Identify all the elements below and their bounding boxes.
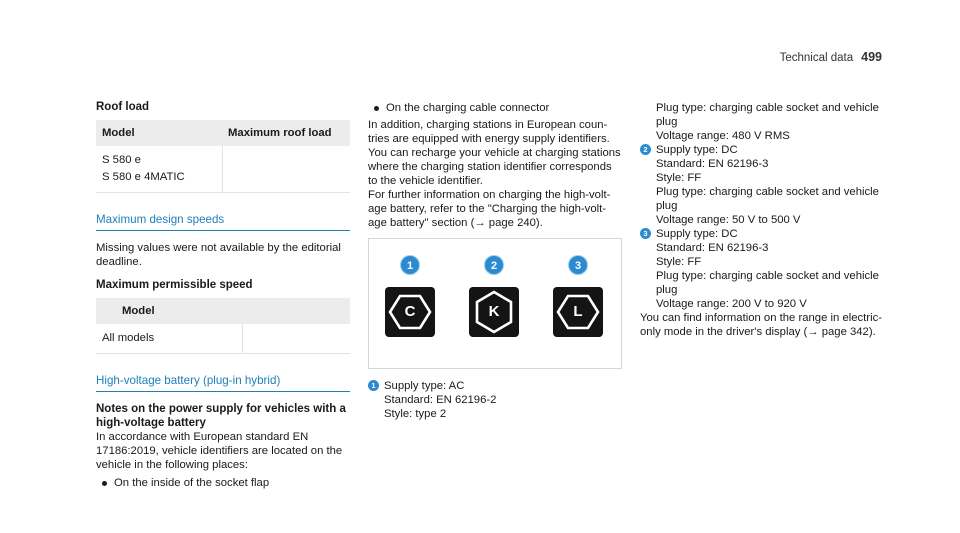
text-line: Plug type: charging cable socket and vehicle [656,186,879,198]
text-line: In addition, charging stations in European coun- [368,119,608,131]
model-name: S 580 e [102,154,141,166]
text-line: Standard: EN 62196-3 [656,158,769,170]
number-badge: 1 [368,380,379,391]
design-speeds-title: Maximum design speeds [96,213,350,231]
text-line: plug [656,200,678,212]
text-line: In accordance with European standard EN [96,431,309,443]
table-row [96,146,350,193]
text-line: Standard: EN 62196-2 [384,394,497,406]
vehicle-identifier-figure [368,238,622,369]
column-3 [640,101,902,343]
legend-item-1 [368,379,622,421]
range-info-text [640,311,902,339]
text-line: 17186:2019, vehicle identifiers are located on the [96,445,343,457]
model-name: S 580 e 4MATIC [102,171,185,183]
circle-hexagon-icon [385,287,435,337]
text-line: deadline. [96,256,142,268]
bullet-icon [374,106,379,111]
text-line: age battery" section (→ page 240). [368,217,543,229]
l-hexagon-icon [553,287,603,337]
text-line: only mode in the driver's display (→ page 342). [640,326,876,338]
text-line: tries are equipped with energy supply identifiers. [368,133,610,145]
text-line: Plug type: charging cable socket and vehicle [656,102,879,114]
page-number: 499 [861,50,882,64]
speed-table-row-label: All models [96,324,242,354]
roof-load-heading: Roof load [96,101,150,113]
text-line: where the charging station identifier corresponds [368,161,612,173]
roof-table-col-max: Maximum roof load [222,120,350,146]
legend-item-1-continued [640,101,902,143]
text-line: plug [656,284,678,296]
text-line: vehicle in the following places: [96,459,248,471]
heading-line: high-voltage battery [96,417,206,429]
roof-table-value [222,146,350,193]
text-line: Plug type: charging cable socket and vehicle [656,270,879,282]
header-section: Technical data [779,52,854,64]
column-1 [96,100,350,492]
text-line: Style: FF [656,172,702,184]
legend-item-3 [640,227,902,311]
text-line: Voltage range: 480 V RMS [656,130,790,142]
bullet-text: On the charging cable connector [386,102,550,114]
text-line: Supply type: DC [656,144,738,156]
legend-item-2 [640,143,902,227]
roof-table-col-model: Model [96,120,222,146]
figure-item-1 [383,255,437,337]
hv-battery-title: High-voltage battery (plug-in hybrid) [96,374,350,392]
text-line: Style: type 2 [384,408,447,420]
column-2 [368,101,622,421]
text-line: Supply type: AC [384,380,465,392]
speed-table [96,298,350,354]
speed-table-value [242,324,350,354]
tile-letter: K [488,303,500,320]
speed-table-col-model: Model [96,298,242,324]
text-line: You can recharge your vehicle at charging stations [368,147,621,159]
text-line: Supply type: DC [656,228,738,240]
table-row [96,324,350,354]
bullet-text: On the inside of the socket flap [114,477,270,489]
permissible-speed-heading: Maximum permissible speed [96,279,253,291]
tile-letter: C [404,303,416,320]
hv-battery-text [96,430,350,472]
k-hexagon-icon [469,287,519,337]
figure-number-badge: 3 [568,255,588,275]
text-line: to the vehicle identifier. [368,175,483,187]
power-supply-heading [96,402,350,430]
design-speeds-text [96,241,350,269]
text-line: Missing values were not available by the editorial [96,242,341,254]
bullet-item [96,476,350,490]
tile-letter: L [573,303,583,320]
text-line: Voltage range: 50 V to 500 V [656,214,801,226]
text-line: plug [656,116,678,128]
heading-line: Notes on the power supply for vehicles with a [96,403,346,415]
bullet-icon [102,481,107,486]
roof-load-table [96,120,350,193]
text-line: Voltage range: 200 V to 920 V [656,298,807,310]
figure-item-3 [551,255,605,337]
figure-number-badge: 1 [400,255,420,275]
identifier-text [368,118,622,230]
number-badge: 3 [640,228,651,239]
text-line: age battery, refer to the "Charging the high-volt- [368,203,607,215]
roof-table-models [96,146,222,193]
figure-number-badge: 2 [484,255,504,275]
number-badge: 2 [640,144,651,155]
text-line: Standard: EN 62196-3 [656,242,769,254]
text-line: For further information on charging the high-volt- [368,189,611,201]
bullet-item [368,101,622,115]
text-line: You can find information on the range in electric- [640,312,882,324]
page-header [780,50,882,64]
text-line: Style: FF [656,256,702,268]
speed-table-col-empty [242,298,350,324]
figure-item-2 [467,255,521,337]
